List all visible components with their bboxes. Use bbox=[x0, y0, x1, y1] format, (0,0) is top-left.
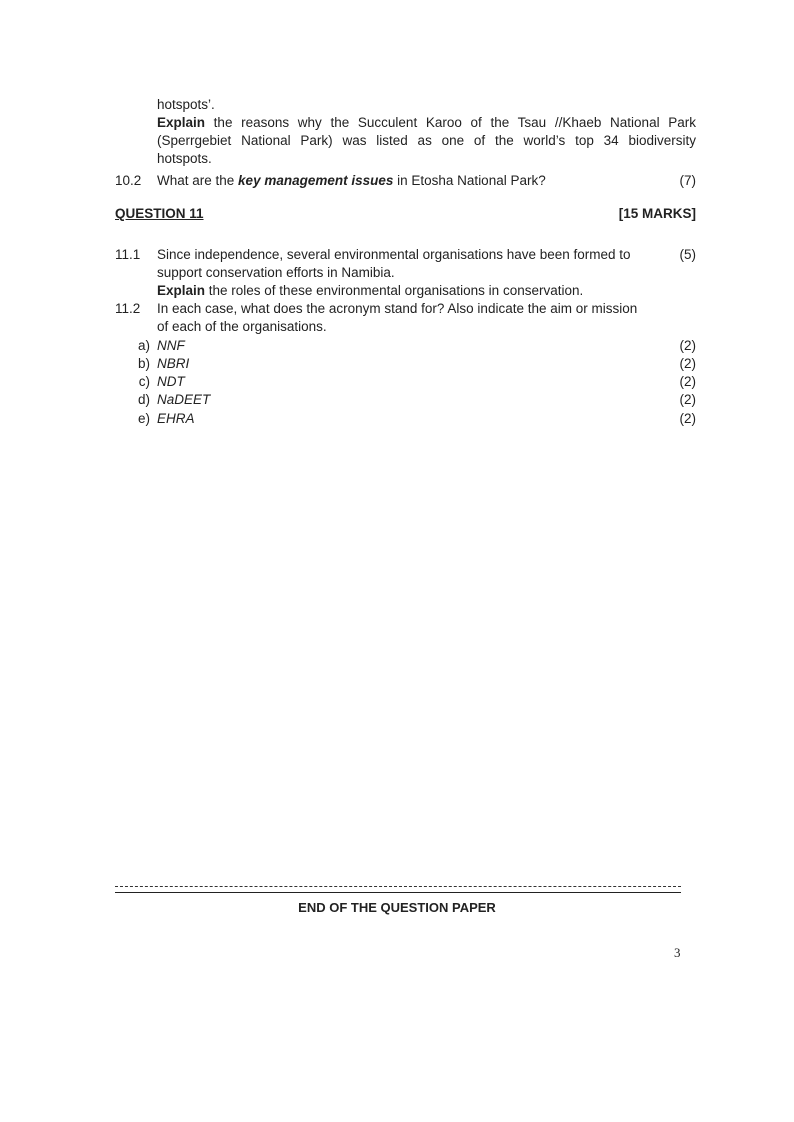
q11-2-line bbox=[115, 318, 696, 336]
list-item bbox=[115, 337, 696, 355]
item-label: a) bbox=[137, 338, 150, 353]
text: Since independence, several environmental organisations have been formed to bbox=[157, 247, 631, 262]
text: hotspots’. bbox=[157, 97, 215, 112]
question-11-header bbox=[115, 205, 696, 223]
list-item bbox=[115, 373, 696, 391]
marks: (2) bbox=[679, 338, 696, 353]
q10-line bbox=[115, 96, 696, 114]
q10-line bbox=[115, 150, 696, 168]
emphasis: key management issues bbox=[238, 173, 394, 188]
total-marks: [15 MARKS] bbox=[618, 206, 696, 221]
text: In each case, what does the acronym stand for? Also indicate the aim or mission bbox=[157, 301, 638, 316]
list-item bbox=[115, 410, 696, 428]
marks: (2) bbox=[679, 356, 696, 371]
end-of-paper-text: END OF THE QUESTION PAPER bbox=[298, 900, 496, 915]
question-text bbox=[157, 172, 646, 190]
item-text: NNF bbox=[157, 338, 185, 353]
marks: (2) bbox=[679, 411, 696, 426]
question-number: 11.1 bbox=[115, 247, 141, 262]
item-label: b) bbox=[137, 356, 150, 371]
item-label: d) bbox=[137, 392, 150, 407]
item-label: c) bbox=[138, 374, 150, 389]
dashed-divider bbox=[115, 886, 681, 887]
item-text: NaDEET bbox=[157, 392, 211, 407]
question-number: 11.2 bbox=[115, 301, 141, 316]
explain-word: Explain bbox=[157, 115, 206, 130]
question-11-1 bbox=[115, 246, 696, 264]
q10-line bbox=[115, 114, 696, 132]
item-text: NDT bbox=[157, 374, 185, 389]
section-heading: QUESTION 11 bbox=[115, 206, 204, 221]
q11-1-line bbox=[115, 264, 696, 282]
solid-divider bbox=[115, 892, 681, 893]
text: the reasons why the Succulent Karoo of the Tsau //Khaeb National Park bbox=[205, 115, 696, 130]
explain-word: Explain bbox=[157, 283, 206, 298]
text: of each of the organisations. bbox=[157, 319, 327, 334]
text bbox=[157, 282, 646, 300]
text: support conservation efforts in Namibia. bbox=[157, 265, 395, 280]
text: in Etosha National Park? bbox=[393, 173, 546, 188]
question-11-2 bbox=[115, 300, 696, 318]
question-10-2 bbox=[115, 172, 696, 190]
question-number: 10.2 bbox=[115, 173, 142, 188]
item-text: NBRI bbox=[157, 356, 190, 371]
text bbox=[157, 114, 696, 132]
item-label: e) bbox=[137, 411, 150, 426]
marks: (2) bbox=[679, 392, 696, 407]
marks: (5) bbox=[679, 247, 696, 262]
text: hotspots. bbox=[157, 151, 212, 166]
page-number: 3 bbox=[674, 945, 681, 960]
marks: (7) bbox=[679, 173, 696, 188]
list-item bbox=[115, 391, 696, 409]
q11-1-line bbox=[115, 282, 696, 300]
text: (Sperrgebiet National Park) was listed as one of the world’s top 34 biodiversity bbox=[157, 133, 696, 148]
text: What are the bbox=[157, 173, 239, 188]
list-item bbox=[115, 355, 696, 373]
marks: (2) bbox=[679, 374, 696, 389]
text: the roles of these environmental organisations in conservation. bbox=[205, 283, 584, 298]
q10-line bbox=[115, 132, 696, 150]
item-text: EHRA bbox=[157, 411, 195, 426]
